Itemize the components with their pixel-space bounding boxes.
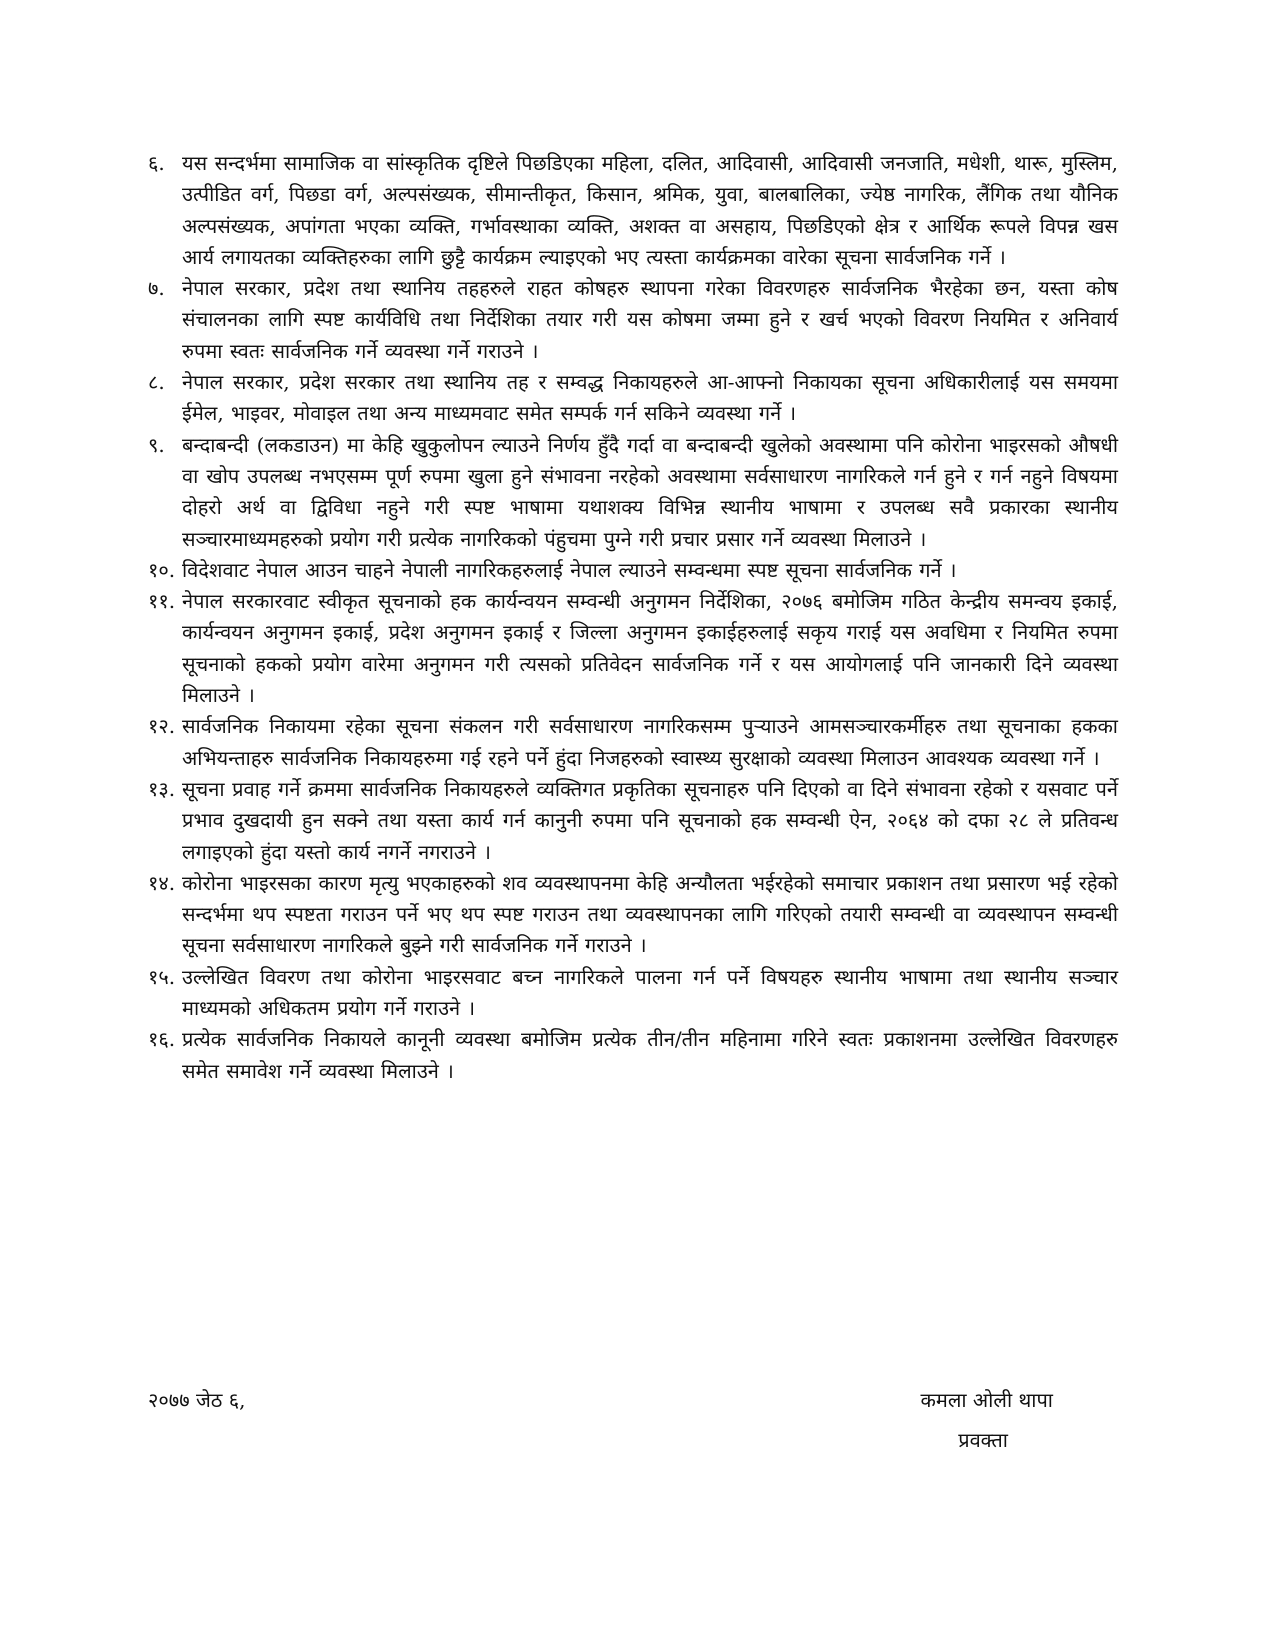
item-text: बन्दाबन्दी (लकडाउन) मा केहि खुकुलोपन ल्याउने निर्णय हुँदै गर्दा वा बन्दाबन्दी खुलेको अवस्थामा पनि कोरोना भाइरसको औषधी वा खोप उपलब्ध नभएसम्म पूर्ण रुपमा खुला हुने संभावना नरहेको अवस्थामा सर्वसाधारण नागरिकले गर्न हुने र गर्न नहुने विषयमा दोहरो अर्थ वा द्विविधा नहुने गरी स्पष्ट भाषामा यथाशक्य विभिन्न स्थानीय भाषामा र उपलब्ध सवै प्रकारका स्थानीय सञ्चारमाध्यमहरुको प्रयोग गरी प्रत्येक नागरिकको पंहुचमा पुग्ने गरी प्रचार प्रसार गर्ने व्यवस्था मिलाउने ।: [182, 432, 1118, 551]
issue-date: २०७७ जेठ ६,: [148, 1388, 246, 1412]
item-number: १४.: [148, 870, 176, 895]
item-text: प्रत्येक सार्वजनिक निकायले कानूनी व्यवस्था बमोजिम प्रत्येक तीन/तीन महिनामा गरिने स्वतः प्रकाशनमा उल्लेखित विवरणहरु समेत समावेश गर्ने व्यवस्था मिलाउने ।: [182, 1027, 1118, 1083]
item-number: ८.: [148, 370, 165, 395]
item-number: १२.: [148, 714, 176, 739]
item-text: सार्वजनिक निकायमा रहेका सूचना संकलन गरी सर्वसाधारण नागरिकसम्म पुऱ्याउने आमसञ्चारकर्मीहरु तथा सूचनाका हकका अभियन्ताहरु सार्वजनिक निकायहरुमा गई रहने पर्ने हुंदा निजहरुको स्वास्थ्य सुरक्षाको व्यवस्था मिलाउन आवश्यक व्यवस्था गर्ने ।: [182, 714, 1118, 770]
item-text: यस सन्दर्भमा सामाजिक वा सांस्कृतिक दृष्टिले पिछडिएका महिला, दलित, आदिवासी, आदिवासी जनजाति, मधेशी, थारू, मुस्लिम, उत्पीडित वर्ग, पिछडा वर्ग, अल्पसंख्यक, सीमान्तीकृत, किसान, श्रमिक, युवा, बालबालिका, ज्येष्ठ नागरिक, लैंगिक तथा यौनिक अल्पसंख्यक, अपांगता भएका व्यक्ति, गर्भावस्थाका व्यक्ति, अशक्त वा असहाय, पिछडिएको क्षेत्र र आर्थिक रूपले विपन्न खस आर्य लगायतका व्यक्तिहरुका लागि छुट्टै कार्यक्रम ल्याइएको भए त्यस्ता कार्यक्रमका वारेका सूचना सार्वजनिक गर्ने ।: [182, 151, 1118, 269]
item-number: ७.: [148, 276, 165, 301]
signatory-title: प्रवक्ता: [958, 1428, 1008, 1452]
list-item-8: [148, 367, 1118, 430]
item-text: नेपाल सरकार, प्रदेश तथा स्थानिय तहहरुले राहत कोषहरु स्थापना गरेका विवरणहरु सार्वजनिक भैरहेका छन, यस्ता कोष संचालनका लागि स्पष्ट कार्यविधि तथा निर्देशिका तयार गरी यस कोषमा जम्मा हुने र खर्च भएको विवरण नियमित र अनिवार्य रुपमा स्वतः सार्वजनिक गर्ने व्यवस्था गर्ने गराउने ।: [182, 276, 1118, 363]
list-item-16: [148, 1024, 1118, 1087]
list-item-12: [148, 711, 1118, 774]
item-number: १६.: [148, 1027, 176, 1052]
item-number: १५.: [148, 964, 176, 989]
item-text: विदेशवाट नेपाल आउन चाहने नेपाली नागरिकहरुलाई नेपाल ल्याउने सम्वन्धमा स्पष्ट सूचना सार्वजनिक गर्ने ।: [182, 557, 957, 582]
list-item-14: [148, 868, 1118, 962]
item-number: ६.: [148, 151, 165, 175]
item-number: १०.: [148, 557, 176, 582]
list-item-13: [148, 774, 1118, 868]
signatory-name: कमला ओली थापा: [920, 1388, 1053, 1412]
item-number: ९.: [148, 432, 165, 457]
list-item-6: [148, 148, 1118, 273]
item-number: १३.: [148, 776, 176, 801]
document-footer: [148, 1385, 1118, 1465]
item-text: सूचना प्रवाह गर्ने क्रममा सार्वजनिक निकायहरुले व्यक्तिगत प्रकृतिका सूचनाहरु पनि दिएको वा दिने संभावना रहेको र यसवाट पर्ने प्रभाव दुखदायी हुन सक्ने तथा यस्ता कार्य गर्न कानुनी रुपमा पनि सूचनाको हक सम्वन्धी ऐन, २०६४ को दफा २८ ले प्रतिवन्ध लगाइएको हुंदा यस्तो कार्य नगर्ने नगराउने ।: [182, 776, 1118, 864]
item-text: नेपाल सरकार, प्रदेश सरकार तथा स्थानिय तह र सम्वद्ध निकायहरुले आ-आफ्नो निकायका सूचना अधिकारीलाई यस समयमा ईमेल, भाइवर, मोवाइल तथा अन्य माध्यमवाट समेत सम्पर्क गर्न सकिने व्यवस्था गर्ने ।: [182, 370, 1118, 426]
list-item-7: [148, 273, 1118, 367]
list-item-9: [148, 430, 1118, 555]
item-text: उल्लेखित विवरण तथा कोरोना भाइरसवाट बच्न नागरिकले पालना गर्न पर्ने विषयहरु स्थानीय भाषामा तथा स्थानीय सञ्चार माध्यमको अधिकतम प्रयोग गर्ने गराउने ।: [182, 964, 1118, 1021]
item-number: ११.: [148, 589, 176, 614]
numbered-list: [148, 148, 1118, 1087]
list-item-15: [148, 962, 1118, 1025]
item-text: कोरोना भाइरसका कारण मृत्यु भएकाहरुको शव व्यवस्थापनमा केहि अन्यौलता भईरहेको समाचार प्रकाशन तथा प्रसारण भई रहेको सन्दर्भमा थप स्पष्टता गराउन पर्ने भए थप स्पष्ट गराउन तथा व्यवस्थापनका लागि गरिएको तयारी सम्वन्धी वा व्यवस्थापन सम्वन्धी सूचना सर्वसाधारण नागरिकले बुझ्ने गरी सार्वजनिक गर्ने गराउने ।: [182, 870, 1118, 958]
list-item-10: [148, 555, 1118, 586]
item-text: नेपाल सरकारवाट स्वीकृत सूचनाको हक कार्यन्वयन सम्वन्धी अनुगमन निर्देशिका, २०७६ बमोजिम गठित केन्द्रीय समन्वय इकाई, कार्यन्वयन अनुगमन इकाई, प्रदेश अनुगमन इकाई र जिल्ला अनुगमन इकाईहरुलाई सकृय गराई यस अवधिमा र नियमित रुपमा सूचनाको हकको प्रयोग वारेमा अनुगमन गरी त्यसको प्रतिवेदन सार्वजनिक गर्ने र यस आयोगलाई पनि जानकारी दिने व्यवस्था मिलाउने ।: [182, 589, 1118, 708]
list-item-11: [148, 586, 1118, 711]
